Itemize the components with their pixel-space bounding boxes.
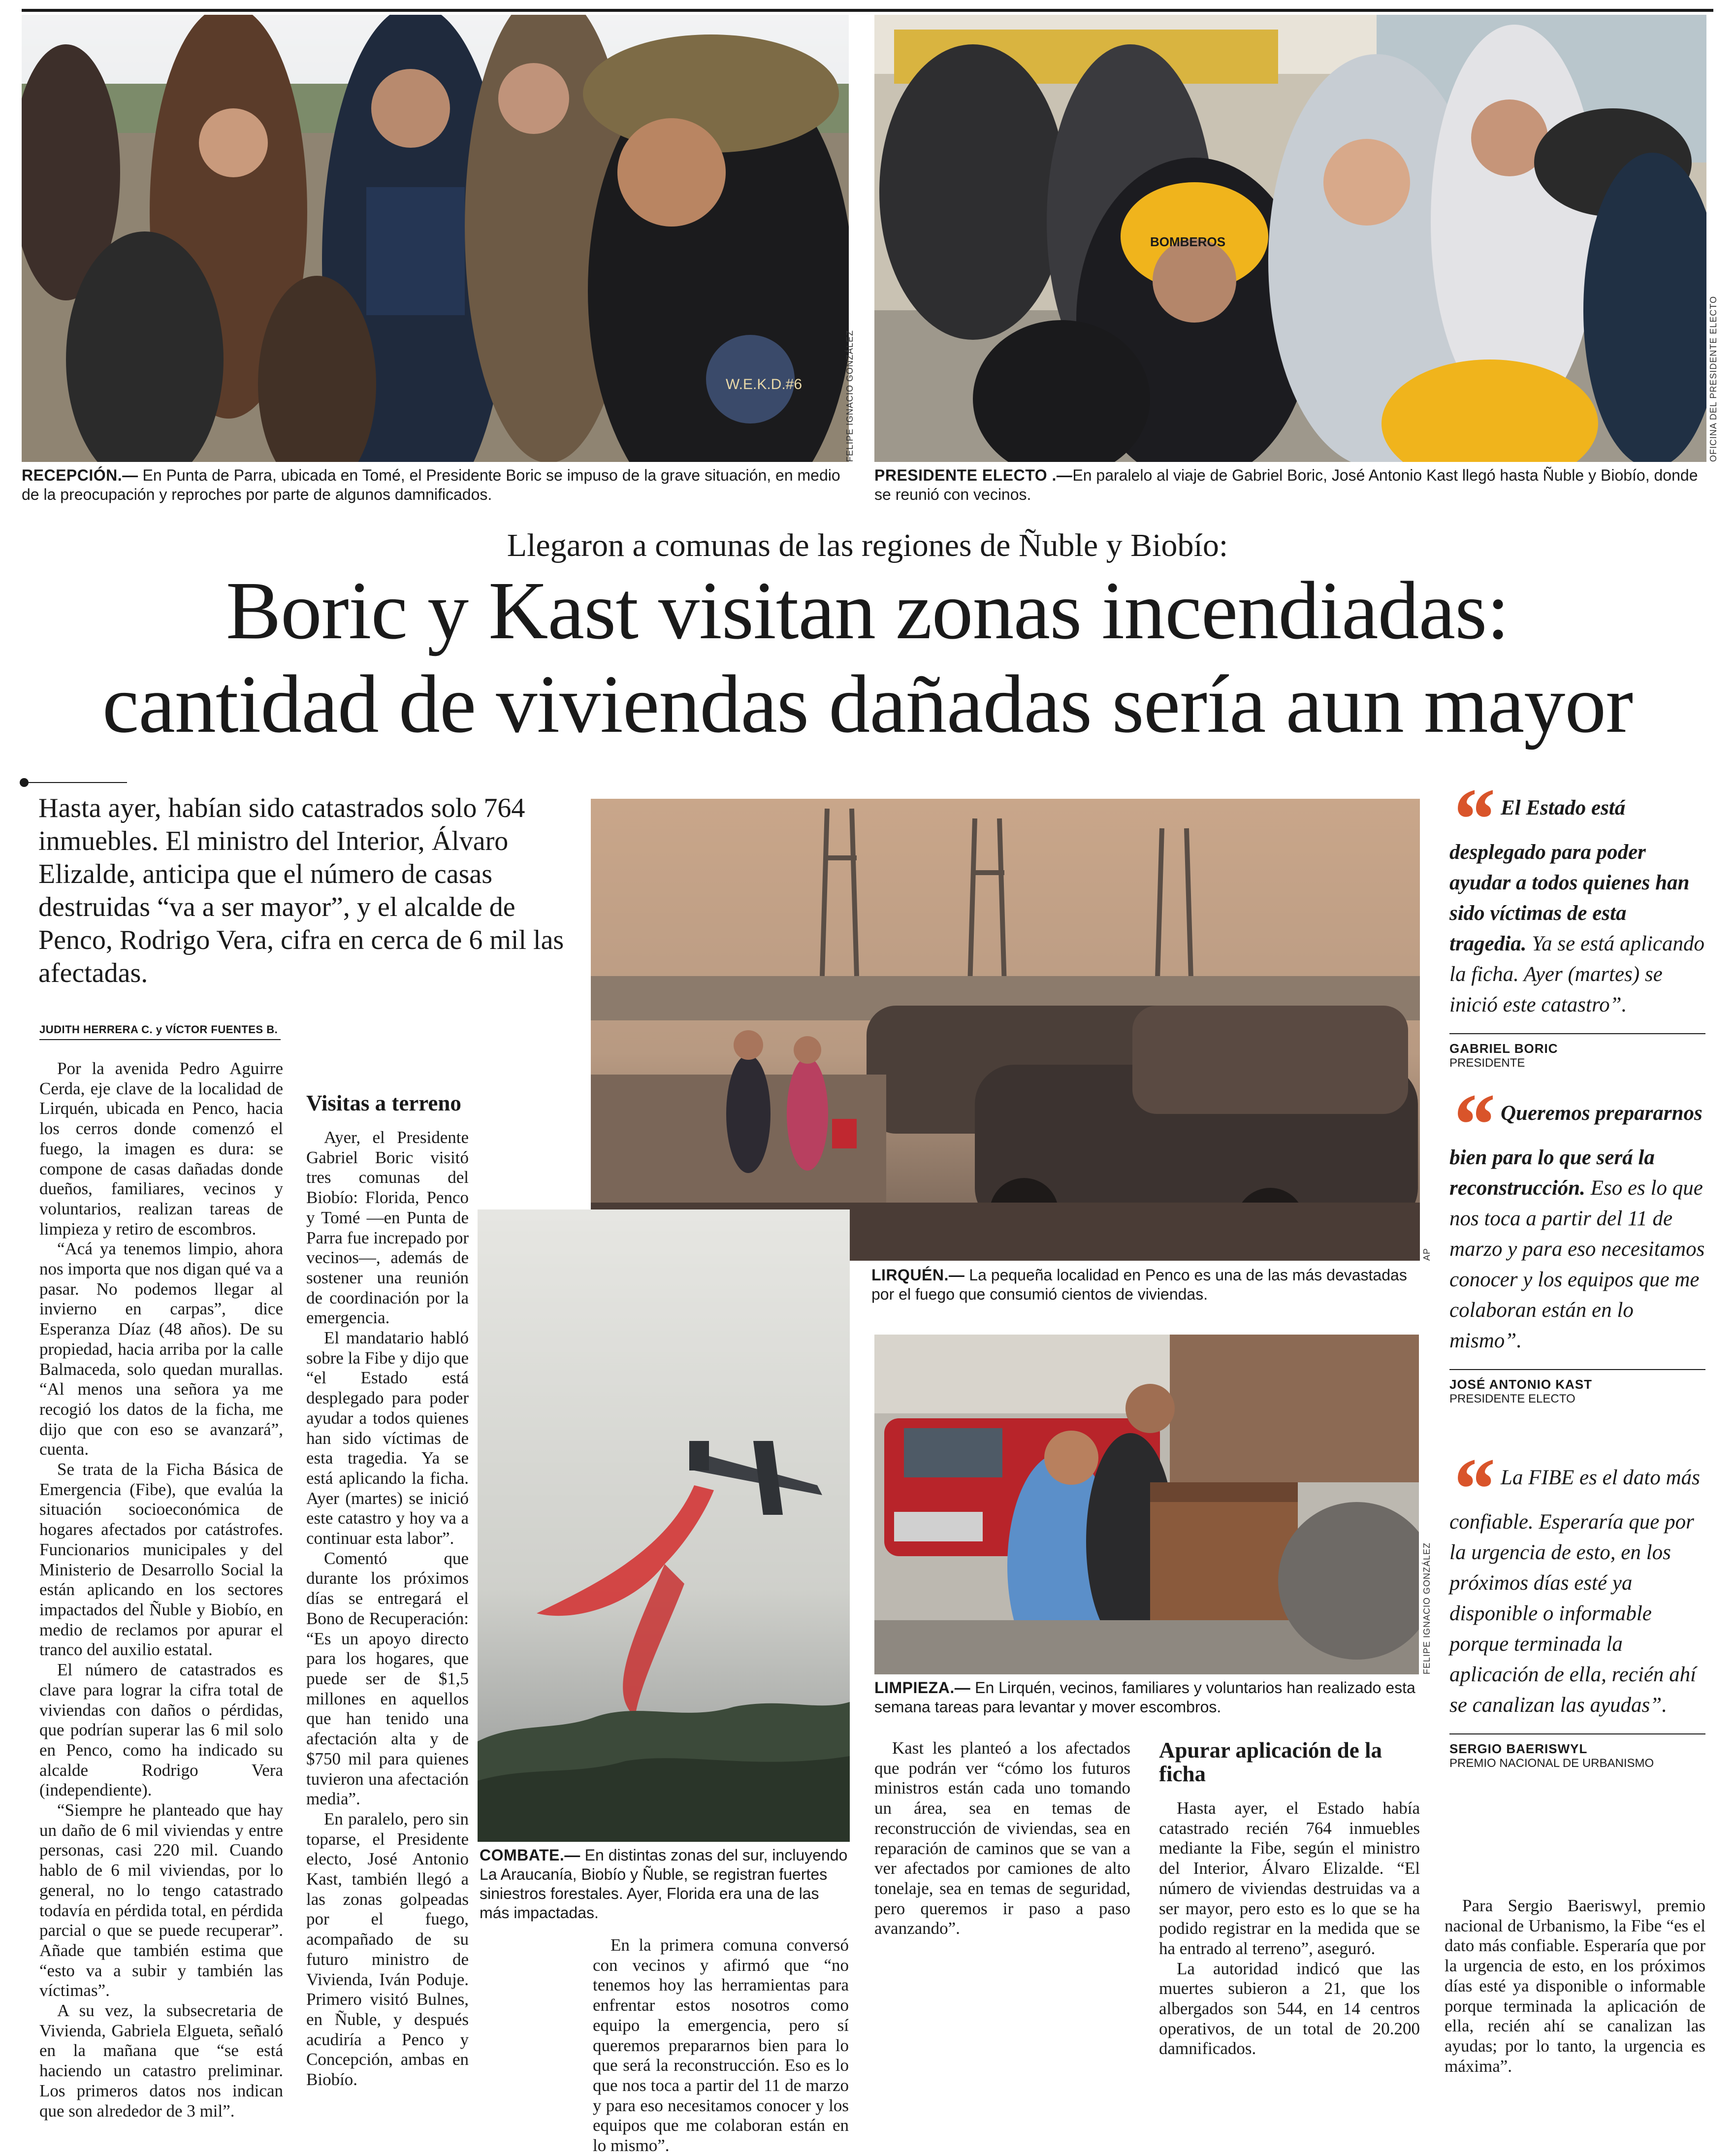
quote-text: Ya se está aplicando la ficha. Ayer (martes) se inició este catastro”. (1449, 932, 1705, 1016)
caption-text: La pequeña localidad en Penco es una de las más devastadas por el fuego que consumió cientos de viviendas. (871, 1266, 1407, 1303)
photo-credit-limpieza: FELIPE IGNACIO GONZÁLEZ (1422, 1542, 1432, 1674)
quote-bold: Queremos prepararnos bien para lo que será la reconstrucción. (1449, 1102, 1703, 1200)
paragraph: Se trata de la Ficha Básica de Emergencia (Fibe), que evalúa la situación socioeconómica de hogares afectados por catástrofes. Funcionarios municipales y del Ministerio de Desarrollo Social la están aplicando en los sectores impactados del Ñuble y Biobío, en medio de reclamos por apurar el tranco del auxilio estatal. (39, 1460, 283, 1660)
caption-text: En paralelo al viaje de Gabriel Boric, José Antonio Kast llegó hasta Ñuble y Biobío, donde se reunió con vecinos. (874, 466, 1698, 503)
quote-author: GABRIEL BORIC (1449, 1041, 1558, 1056)
paragraph: A su vez, la subsecretaria de Vivienda, Gabriela Elgueta, señaló en la mañana que “se está haciendo un catastro preliminar. Los primeros datos nos indican que son alrededor de 3 mil”. (39, 2001, 283, 2121)
caption-text: En distintas zonas del sur, incluyendo La Araucanía, Biobío y Ñuble, se registran fuertes siniestros forestales. Ayer, Florida era una de las más impactadas. (480, 1846, 848, 1922)
photo-presidente-electo (874, 15, 1706, 462)
quote-boric (1449, 770, 1705, 1098)
quote-mark-icon: “ (1449, 1440, 1494, 1538)
top-rule (22, 9, 1713, 12)
quote-bold: El Estado está desplegado para poder ayudar a todos quienes han sido víctimas de esta tragedia. (1449, 796, 1690, 955)
paragraph: El mandatario habló sobre la Fibe y dijo que “el Estado está desplegado para poder ayudar a todos quienes han sido víctimas de esta tragedia. Ya se está aplicando la ficha. Ayer (martes) se inició este catastro y hoy va a continuar esta labor”. (306, 1328, 469, 1548)
paragraph: Para Sergio Baeriswyl, premio nacional de Urbanismo, la Fibe “es el dato más confiable. Esperaría que por la urgencia de esto, en los próximos días esté ya disponible o informable porque terminada la aplicación de ella, recién ahí se canalizan las ayudas; por lo tanto, la urgencia es máxima”. (1445, 1896, 1705, 2076)
caption-combate (480, 1846, 850, 1923)
photo-credit-lirquen: AP (1422, 1247, 1432, 1261)
quote-author-role: PREMIO NACIONAL DE URBANISMO (1449, 1757, 1654, 1770)
paragraph: “Siempre he planteado que hay un daño de 6 mil viviendas y entre personas, casi 220 mil. Cuando hablo de 6 mil viviendas, por lo general, no lo tengo catastrado todavía en pérdida total, en pérdida parcial o que se puede recuperar”. Añade que también estima que “esto va a subir y también las víctimas”. (39, 1800, 283, 2000)
quote-author-role: PRESIDENTE ELECTO (1449, 1392, 1575, 1405)
subhead-visitas: Visitas a terreno (306, 1091, 461, 1115)
paragraph: La autoridad indicó que las muertes subieron a 21, que los albergados son 544, en 14 centros operativos, de un total de 20.200 damnificados. (1159, 1959, 1420, 2058)
caption-lead: LIRQUÉN.— (871, 1266, 965, 1284)
caption-presidente-electo (874, 466, 1711, 504)
caption-lirquen (871, 1266, 1423, 1304)
lead-bullet (20, 778, 29, 787)
lead-paragraph: Hasta ayer, habían sido catastrados solo 764 inmuebles. El ministro del Interior, Álvaro Elizalde, anticipa que el número de casas destruidas “va a ser mayor”, y el alcalde de Penco, Rodrigo Vera, cifra en cerca de 6 mil las afectadas. (38, 793, 564, 988)
photo-credit-top-right: OFICINA DEL PRESIDENTE ELECTO (1708, 295, 1718, 462)
caption-text: En Punta de Parra, ubicada en Tomé, el Presidente Boric se impuso de la grave situación, en medio de la preocupación y reproches por parte de algunos damnificados. (22, 466, 840, 503)
quote-author-role: PRESIDENTE (1449, 1056, 1525, 1070)
paragraph: Comentó que durante los próximos días se entregará el Bono de Recuperación: “Es un apoyo directo para los hogares, que puede ser de $1,5 millones en aquellos que han tenido una afectación alta y de $750 mil para quienes tuvieron una afectación media”. (306, 1548, 469, 1809)
caption-limpieza (874, 1678, 1423, 1717)
quote-baeriswyl (1449, 1440, 1705, 1770)
caption-recepcion (22, 466, 854, 504)
column-5 (1445, 1896, 1705, 2076)
column-4 (1159, 1738, 1420, 2059)
headline-line-1: Boric y Kast visitan zonas incendiadas: (225, 565, 1510, 656)
photo-combate (478, 1209, 850, 1842)
quote-author: SERGIO BAERISWYL (1449, 1741, 1588, 1756)
caption-lead: LIMPIEZA.— (874, 1679, 971, 1697)
quote-kast (1449, 1076, 1705, 1463)
paragraph: El número de catastrados es clave para lograr la cifra total de viviendas con daños o pérdidas, que podrían superar las 6 mil solo en Penco, como ha indicado su alcalde Rodrigo Vera (independiente). (39, 1660, 283, 1800)
byline-rule (39, 1039, 281, 1040)
quote-rule (1449, 1733, 1705, 1734)
quote-column (1449, 770, 1705, 1770)
column-3-continued (874, 1738, 1130, 1939)
photo-recepcion (22, 15, 849, 462)
quote-mark-icon: “ (1449, 770, 1494, 868)
paragraph: Por la avenida Pedro Aguirre Cerda, eje clave de la localidad de Lirquén, ubicada en Penco, hacia los cerros donde comenzó el fuego, la imagen es dura: se compone de casas dañadas donde dueños, familiares, vecinos y voluntarios, realizan tareas de limpieza y retiro de escombros. (39, 1059, 283, 1239)
paragraph: Kast les planteó a los afectados que podrán ver “cómo los futuros ministros están cada uno tomando un área, sea en temas de reconstrucción de viviendas, sea en reparación de caminos que se van a ver afectados por camiones de alto tonelaje, sea en temas de seguridad, pero queremos ir paso a paso avanzando”. (874, 1738, 1130, 1938)
paragraph: Ayer, el Presidente Gabriel Boric visitó tres comunas del Biobío: Florida, Penco y Tomé —en Punta de Parra fue increpado por vecinos—, además de sostener una reunión de coordinación por la emergencia. (306, 1128, 469, 1328)
paragraph: “Acá ya tenemos limpio, ahora nos importa que nos digan qué va a pasar. No podemos llegar al invierno en carpas”, dice Esperanza Díaz (48 años). De su propiedad, hacia arriba por la calle Balmaceda, solo quedan murallas. “Al menos una señora ya me recogió los datos de la ficha, me dijo que con eso se avanzará”, cuenta. (39, 1239, 283, 1459)
column-1 (39, 1059, 283, 2121)
caption-lead: RECEPCIÓN.— (22, 466, 138, 484)
byline: JUDITH HERRERA C. y VÍCTOR FUENTES B. (39, 1023, 278, 1036)
photo-credit-top-left: FELIPE IGNACIO GONZÁLEZ (845, 329, 855, 462)
quote-author: JOSÉ ANTONIO KAST (1449, 1377, 1593, 1392)
caption-lead: COMBATE.— (480, 1846, 580, 1864)
lead-rule (29, 782, 127, 783)
paragraph: En paralelo, pero sin toparse, el Presidente electo, José Antonio Kast, también llegó a las zonas golpeadas por el fuego, acompañado de su futuro ministro de Vivienda, Iván Poduje. Primero visitó Bulnes, en Ñuble, y después acudiría a Penco y Concepción, ambas en Biobío. (306, 1809, 469, 2090)
jacket-text: W.E.K.D.#6 (726, 376, 803, 392)
column-2 (306, 1083, 469, 2090)
quote-text: La FIBE es el dato más confiable. Esperaría que por la urgencia de esto, en los próximos días esté ya disponible o informable porque terminada la aplicación de ella, recién ahí se canalizan las ayudas”. (1449, 1466, 1700, 1717)
headline-line-2: cantidad de viviendas dañadas sería aun mayor (102, 658, 1633, 750)
caption-lead: PRESIDENTE ELECTO .— (874, 466, 1073, 484)
photo-limpieza (874, 1335, 1419, 1674)
helmet-text: BOMBEROS (1150, 234, 1226, 249)
column-3 (593, 1935, 849, 2156)
caption-text: En Lirquén, vecinos, familiares y voluntarios han realizado esta semana tareas para levantar y mover escombros. (874, 1679, 1415, 1716)
quote-rule (1449, 1033, 1705, 1034)
quote-rule (1449, 1369, 1705, 1370)
subhead-apurar: Apurar aplicación de la ficha (1159, 1738, 1382, 1786)
photo-lirquen (591, 799, 1420, 1261)
paragraph: Hasta ayer, el Estado había catastrado recién 764 inmuebles mediante la Fibe, según el ministro del Interior, Álvaro Elizalde. “El número de viviendas destruidas va a ser mayor, pero esto es lo que se ha podido registrar en la medida que se ha entrado al terreno”, aseguró. (1159, 1798, 1420, 1958)
quote-text: Eso es lo que nos toca a partir del 11 de marzo y para eso necesitamos conocer y los equipos que me colaboran están en lo mismo”. (1449, 1176, 1705, 1352)
kicker: Llegaron a comunas de las regiones de Ñuble y Biobío: (507, 527, 1228, 563)
quote-mark-icon: “ (1449, 1076, 1494, 1174)
paragraph: En la primera comuna conversó con vecinos y afirmó que “no tenemos hoy las herramientas para enfrentar estos nosotros como equipo la emergencia, pero sí queremos prepararnos bien para lo que será la reconstrucción. Eso es lo que nos toca a partir del 11 de marzo y para eso necesitamos conocer y los equipos que me colaboran están en lo mismo”. (593, 1935, 849, 2156)
